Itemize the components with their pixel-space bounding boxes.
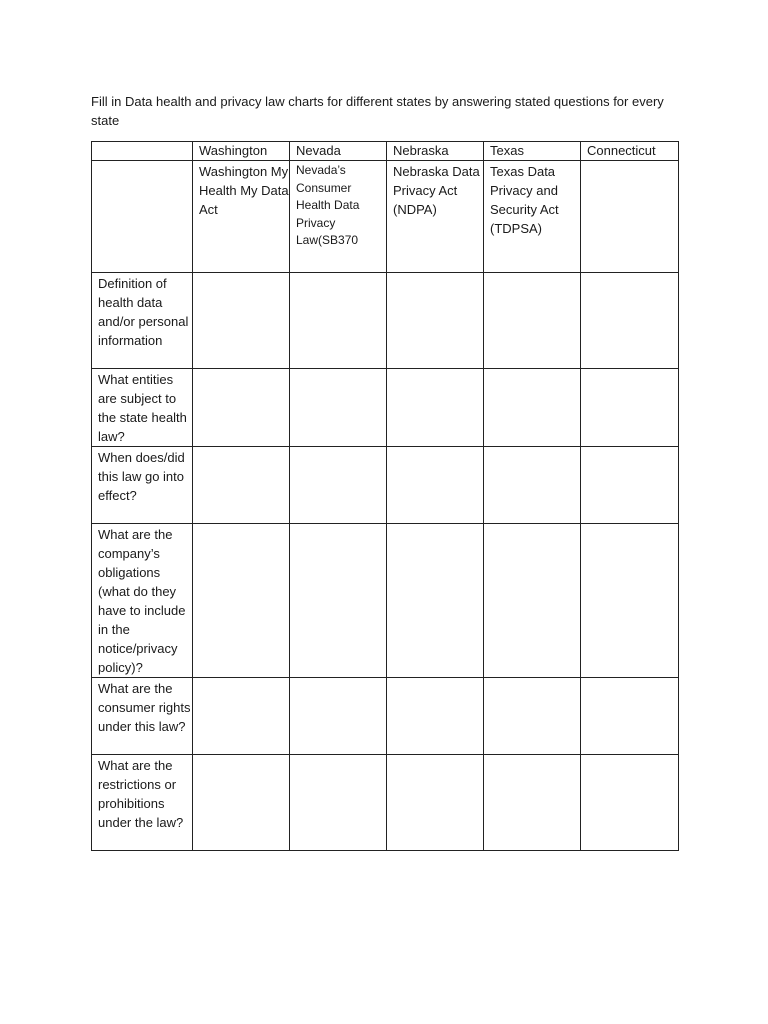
law-name-label-cell — [92, 161, 193, 273]
law-name-row — [92, 161, 679, 273]
answer-cell-connecticut[interactable] — [581, 678, 679, 755]
law-name-nebraska: Nebraska Data Privacy Act (NDPA) — [393, 164, 480, 217]
answer-cell-nebraska[interactable] — [387, 369, 484, 447]
law-cell-washington — [193, 161, 290, 273]
question-label: When does/did this law go into effect? — [98, 450, 185, 503]
answer-cell-washington[interactable] — [193, 755, 290, 851]
header-row — [92, 142, 679, 161]
law-cell-nevada — [290, 161, 387, 273]
question-cell — [92, 447, 193, 524]
question-row-effective-date — [92, 447, 679, 524]
law-cell-connecticut — [581, 161, 679, 273]
answer-cell-washington[interactable] — [193, 678, 290, 755]
answer-cell-nebraska[interactable] — [387, 678, 484, 755]
answer-cell-connecticut[interactable] — [581, 524, 679, 678]
answer-cell-nevada[interactable] — [290, 678, 387, 755]
answer-cell-nevada[interactable] — [290, 524, 387, 678]
answer-cell-connecticut[interactable] — [581, 755, 679, 851]
answer-cell-texas[interactable] — [484, 273, 581, 369]
question-label: What are the restrictions or prohibitions under the law? — [98, 758, 184, 830]
answer-cell-texas[interactable] — [484, 524, 581, 678]
state-header-washington: Washington — [193, 142, 290, 161]
instructions-text: Fill in Data health and privacy law charts for different states by answering stated questions for every state — [91, 94, 664, 128]
state-header-nevada: Nevada — [290, 142, 387, 161]
state-law-chart — [91, 141, 679, 851]
question-row-definition — [92, 273, 679, 369]
answer-cell-texas[interactable] — [484, 369, 581, 447]
answer-cell-washington[interactable] — [193, 447, 290, 524]
answer-cell-washington[interactable] — [193, 273, 290, 369]
answer-cell-connecticut[interactable] — [581, 369, 679, 447]
answer-cell-washington[interactable] — [193, 524, 290, 678]
state-header-texas: Texas — [484, 142, 581, 161]
corner-cell — [92, 142, 193, 161]
law-cell-texas — [484, 161, 581, 273]
answer-cell-nevada[interactable] — [290, 273, 387, 369]
answer-cell-connecticut[interactable] — [581, 273, 679, 369]
answer-cell-texas[interactable] — [484, 447, 581, 524]
law-name-nevada: Nevada’s Consumer Health Data Privacy Law(SB370 — [296, 163, 360, 247]
law-name-texas: Texas Data Privacy and Security Act (TDPSA) — [490, 164, 559, 236]
answer-cell-nevada[interactable] — [290, 447, 387, 524]
state-header-nebraska: Nebraska — [387, 142, 484, 161]
answer-cell-nebraska[interactable] — [387, 524, 484, 678]
question-label: What are the consumer rights under this law? — [98, 681, 191, 734]
question-cell — [92, 755, 193, 851]
answer-cell-nebraska[interactable] — [387, 755, 484, 851]
answer-cell-nebraska[interactable] — [387, 447, 484, 524]
question-cell — [92, 273, 193, 369]
question-label: What entities are subject to the state health law? — [98, 372, 187, 444]
question-label: What are the company’s obligations (what do they have to include in the notice/privacy policy)? — [98, 527, 186, 675]
question-cell — [92, 369, 193, 447]
answer-cell-texas[interactable] — [484, 678, 581, 755]
answer-cell-nebraska[interactable] — [387, 273, 484, 369]
answer-cell-texas[interactable] — [484, 755, 581, 851]
question-cell — [92, 524, 193, 678]
state-header-connecticut: Connecticut — [581, 142, 679, 161]
answer-cell-connecticut[interactable] — [581, 447, 679, 524]
answer-cell-washington[interactable] — [193, 369, 290, 447]
question-cell — [92, 678, 193, 755]
answer-cell-nevada[interactable] — [290, 369, 387, 447]
question-row-restrictions — [92, 755, 679, 851]
law-name-connecticut — [587, 161, 678, 162]
answer-cell-nevada[interactable] — [290, 755, 387, 851]
law-cell-nebraska — [387, 161, 484, 273]
question-label: Definition of health data and/or personal information — [98, 276, 189, 348]
law-name-washington: Washington My Health My Data Act — [199, 164, 289, 217]
question-row-consumer-rights — [92, 678, 679, 755]
question-row-entities — [92, 369, 679, 447]
question-row-obligations — [92, 524, 679, 678]
